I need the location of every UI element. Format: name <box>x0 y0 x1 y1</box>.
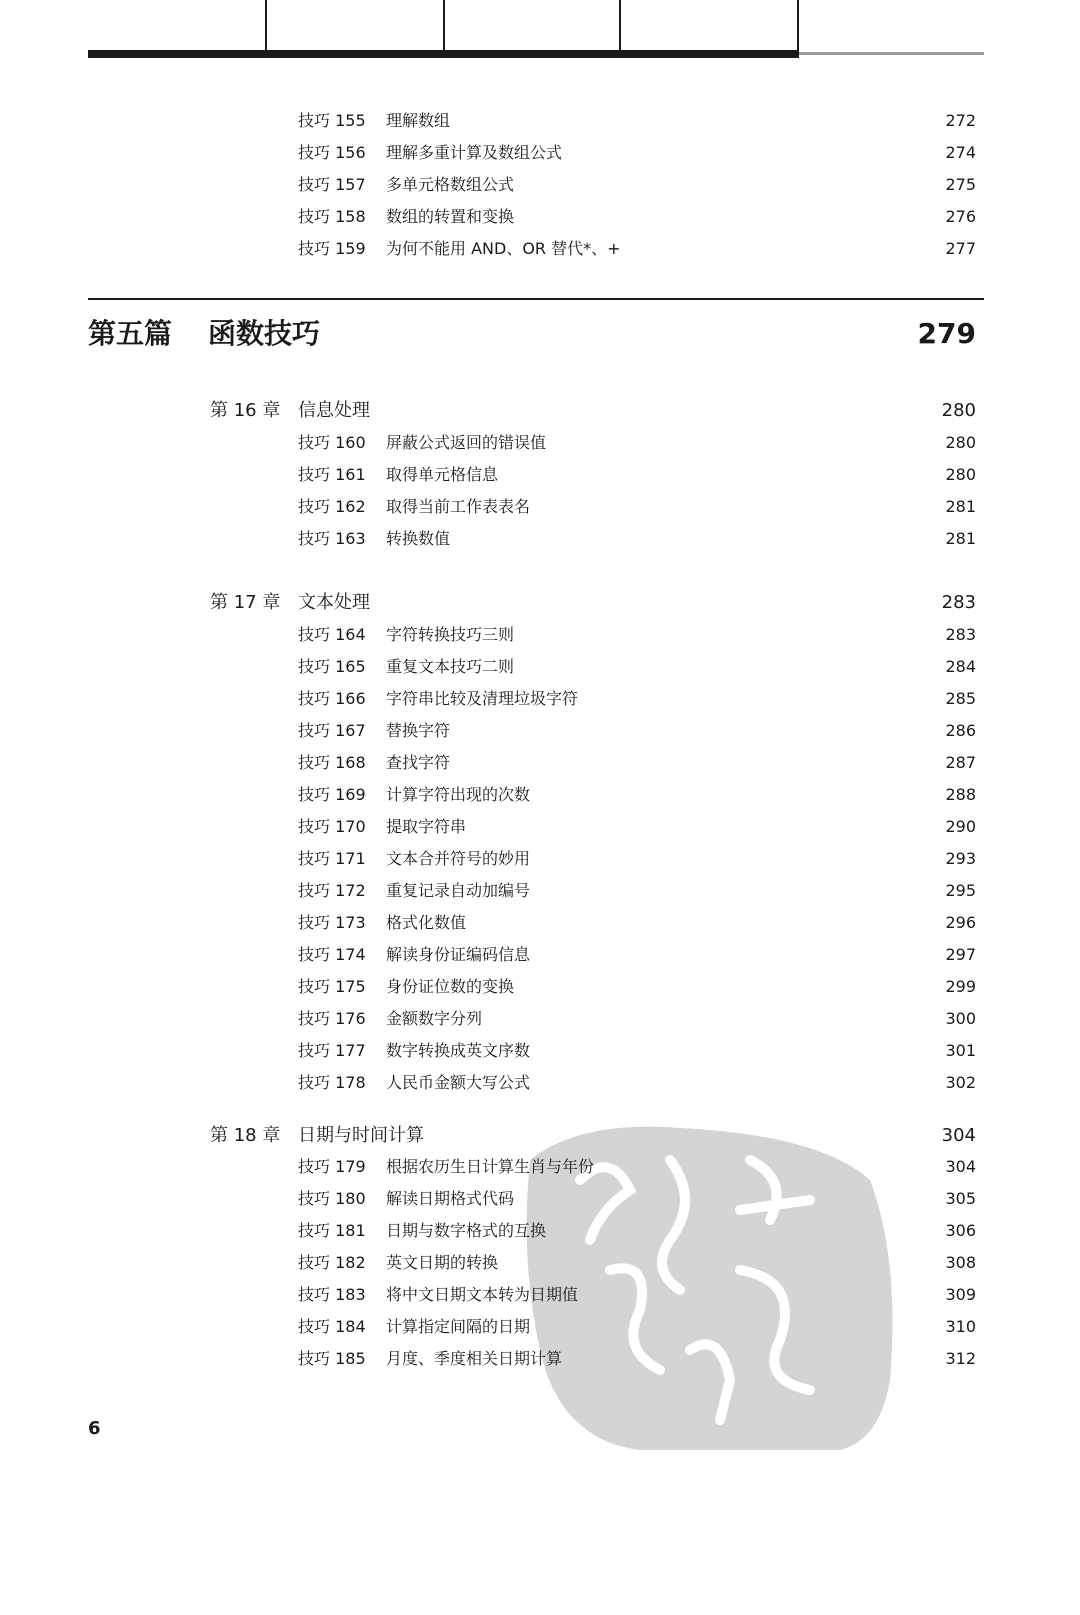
tip-page-number: 281 <box>945 529 976 548</box>
header-rule-graphic <box>88 0 984 64</box>
part-page-number: 279 <box>917 317 976 350</box>
tip-page-number: 310 <box>945 1317 976 1336</box>
tip-title: 根据农历生日计算生肖与年份 <box>386 1157 595 1176</box>
tip-number: 技巧 167 <box>298 721 366 740</box>
chapter-number: 第 18 章 <box>210 1125 281 1146</box>
tip-page-number: 272 <box>945 111 976 130</box>
tip-number: 技巧 182 <box>298 1253 366 1272</box>
tip-page-number: 302 <box>945 1073 976 1092</box>
tip-page-number: 288 <box>945 785 976 804</box>
tip-number: 技巧 170 <box>298 817 366 836</box>
tip-number: 技巧 184 <box>298 1317 366 1336</box>
tip-number: 技巧 178 <box>298 1073 366 1092</box>
tip-title: 金额数字分列 <box>386 1009 483 1028</box>
tip-page-number: 277 <box>945 239 976 258</box>
tip-page-number: 287 <box>945 753 976 772</box>
tip-title: 人民币金额大写公式 <box>386 1073 531 1092</box>
tip-title: 理解多重计算及数组公式 <box>386 143 563 162</box>
tip-page-number: 290 <box>945 817 976 836</box>
tip-page-number: 305 <box>945 1189 976 1208</box>
tip-title: 重复文本技巧二则 <box>386 657 515 676</box>
tip-page-number: 293 <box>945 849 976 868</box>
chapter-number: 第 16 章 <box>210 400 281 421</box>
tip-page-number: 276 <box>945 207 976 226</box>
tip-title: 字符转换技巧三则 <box>386 625 515 644</box>
tip-page-number: 283 <box>945 625 976 644</box>
part-number: 第五篇 <box>88 317 173 350</box>
chapter-number: 第 17 章 <box>210 592 281 613</box>
tip-page-number: 306 <box>945 1221 976 1240</box>
tip-number: 技巧 157 <box>298 175 366 194</box>
tip-title: 将中文日期文本转为日期值 <box>386 1285 579 1304</box>
chapter-title: 文本处理 <box>298 592 370 613</box>
tip-title: 英文日期的转换 <box>386 1253 499 1272</box>
tip-title: 重复记录自动加编号 <box>386 881 531 900</box>
tip-page-number: 309 <box>945 1285 976 1304</box>
tip-title: 替换字符 <box>386 721 451 740</box>
tip-number: 技巧 163 <box>298 529 366 548</box>
tip-number: 技巧 162 <box>298 497 366 516</box>
tip-page-number: 296 <box>945 913 976 932</box>
tip-page-number: 275 <box>945 175 976 194</box>
tip-number: 技巧 161 <box>298 465 366 484</box>
tip-number: 技巧 180 <box>298 1189 366 1208</box>
tip-title: 取得单元格信息 <box>386 465 499 484</box>
tip-title: 日期与数字格式的互换 <box>386 1221 547 1240</box>
tip-page-number: 297 <box>945 945 976 964</box>
chapter-page-number: 283 <box>941 592 976 613</box>
tip-number: 技巧 177 <box>298 1041 366 1060</box>
tip-title: 计算字符出现的次数 <box>386 785 531 804</box>
tip-number: 技巧 183 <box>298 1285 366 1304</box>
tip-title: 数组的转置和变换 <box>386 207 515 226</box>
tip-page-number: 300 <box>945 1009 976 1028</box>
tip-page-number: 312 <box>945 1349 976 1368</box>
tip-number: 技巧 164 <box>298 625 366 644</box>
tip-title: 多单元格数组公式 <box>386 175 515 194</box>
chapter-page-number: 280 <box>941 400 976 421</box>
tip-number: 技巧 168 <box>298 753 366 772</box>
tip-title: 转换数值 <box>386 529 451 548</box>
tip-page-number: 286 <box>945 721 976 740</box>
part-divider <box>88 298 984 300</box>
tip-page-number: 284 <box>945 657 976 676</box>
chapter-title: 信息处理 <box>298 400 370 421</box>
tip-page-number: 280 <box>945 433 976 452</box>
tip-page-number: 274 <box>945 143 976 162</box>
part-title: 函数技巧 <box>208 317 321 350</box>
tip-number: 技巧 158 <box>298 207 366 226</box>
tip-number: 技巧 159 <box>298 239 366 258</box>
tip-title: 身份证位数的变换 <box>386 977 515 996</box>
tip-page-number: 299 <box>945 977 976 996</box>
tip-number: 技巧 174 <box>298 945 366 964</box>
tip-title: 屏蔽公式返回的错误值 <box>386 433 547 452</box>
tip-number: 技巧 160 <box>298 433 366 452</box>
tip-title: 文本合并符号的妙用 <box>386 849 531 868</box>
tip-number: 技巧 165 <box>298 657 366 676</box>
chapter-title: 日期与时间计算 <box>298 1125 424 1146</box>
folio-page-number: 6 <box>88 1418 101 1439</box>
tip-page-number: 295 <box>945 881 976 900</box>
tip-title: 取得当前工作表表名 <box>386 497 531 516</box>
tip-number: 技巧 175 <box>298 977 366 996</box>
tip-title: 为何不能用 AND、OR 替代*、+ <box>386 239 621 258</box>
tip-page-number: 281 <box>945 497 976 516</box>
tip-number: 技巧 176 <box>298 1009 366 1028</box>
tip-number: 技巧 166 <box>298 689 366 708</box>
tip-title: 提取字符串 <box>386 817 467 836</box>
tip-number: 技巧 173 <box>298 913 366 932</box>
tip-number: 技巧 156 <box>298 143 366 162</box>
tip-title: 计算指定间隔的日期 <box>386 1317 531 1336</box>
tip-number: 技巧 172 <box>298 881 366 900</box>
tip-page-number: 308 <box>945 1253 976 1272</box>
tip-number: 技巧 171 <box>298 849 366 868</box>
tip-title: 理解数组 <box>386 111 451 130</box>
tip-title: 解读日期格式代码 <box>386 1189 515 1208</box>
tip-number: 技巧 155 <box>298 111 366 130</box>
chapter-page-number: 304 <box>941 1125 976 1146</box>
tip-title: 解读身份证编码信息 <box>386 945 531 964</box>
tip-title: 字符串比较及清理垃圾字符 <box>386 689 579 708</box>
tip-page-number: 280 <box>945 465 976 484</box>
tip-title: 数字转换成英文序数 <box>386 1041 531 1060</box>
tip-number: 技巧 179 <box>298 1157 366 1176</box>
tip-page-number: 301 <box>945 1041 976 1060</box>
tip-title: 格式化数值 <box>386 913 467 932</box>
tip-page-number: 304 <box>945 1157 976 1176</box>
tip-title: 查找字符 <box>386 753 451 772</box>
tip-number: 技巧 169 <box>298 785 366 804</box>
tip-number: 技巧 185 <box>298 1349 366 1368</box>
tip-number: 技巧 181 <box>298 1221 366 1240</box>
tip-page-number: 285 <box>945 689 976 708</box>
tip-title: 月度、季度相关日期计算 <box>386 1349 563 1368</box>
